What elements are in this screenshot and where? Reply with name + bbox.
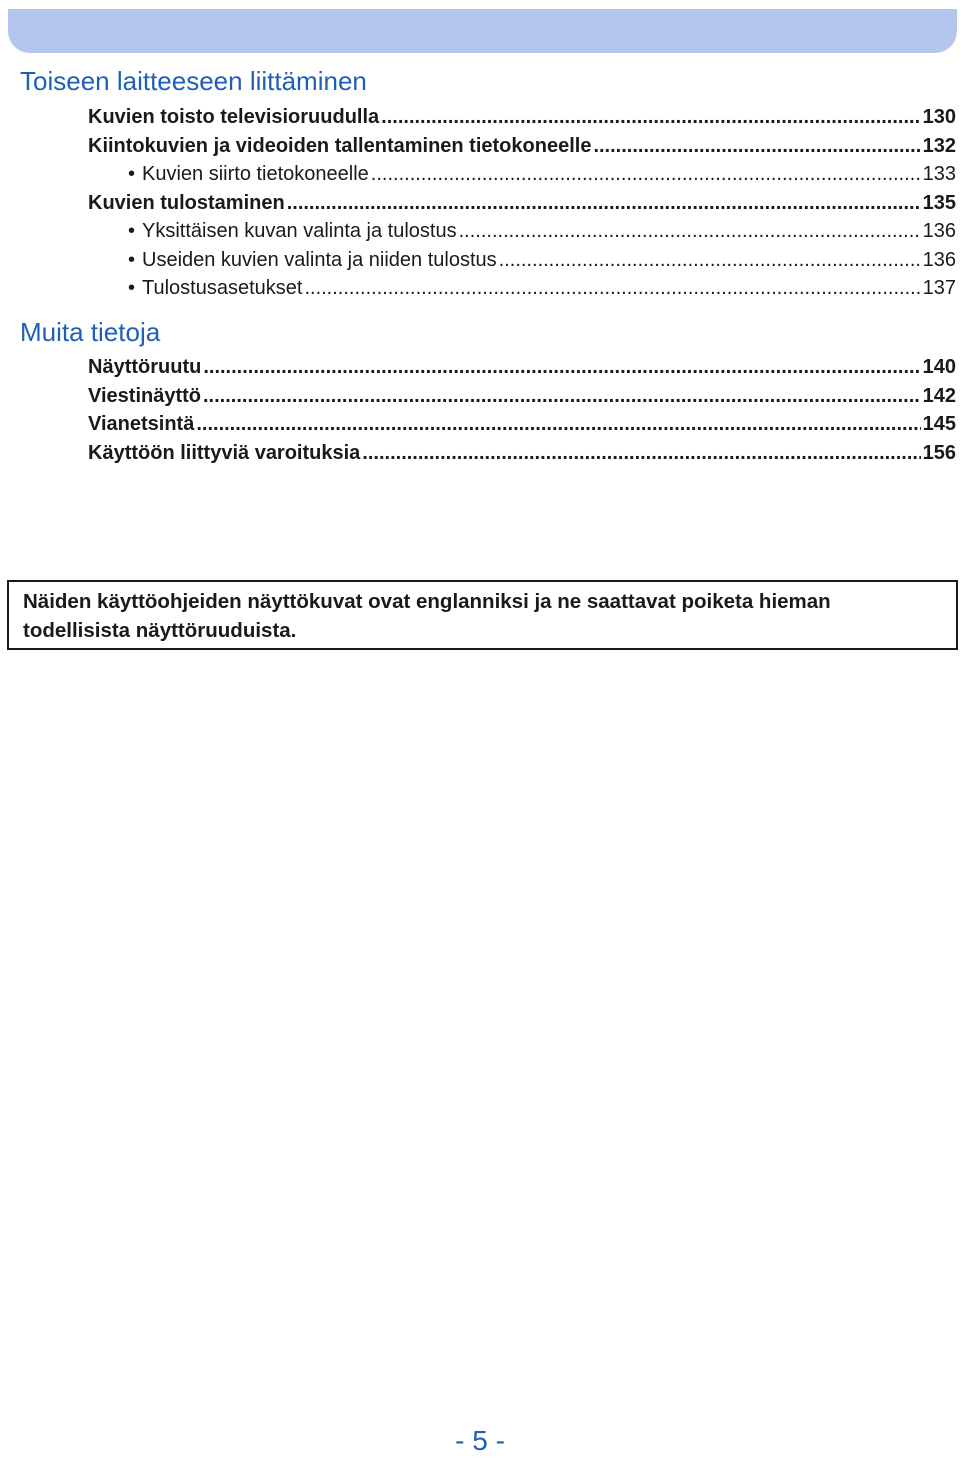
toc-entry-page: 145 bbox=[922, 413, 956, 435]
bullet-glyph: • bbox=[128, 277, 136, 299]
toc-entry-page: 135 bbox=[922, 191, 956, 214]
section-heading-muita-tietoja: Muita tietoja bbox=[20, 317, 161, 347]
header-band bbox=[8, 9, 957, 53]
dot-leader bbox=[203, 353, 920, 382]
toc-entry-page: 132 bbox=[922, 134, 956, 157]
toc-entry-label: Vianetsintä bbox=[88, 413, 195, 435]
dot-leader bbox=[196, 410, 920, 439]
toc-entry[interactable] bbox=[0, 189, 960, 218]
toc-entry[interactable] bbox=[0, 410, 960, 439]
bullet-glyph: • bbox=[128, 220, 136, 242]
toc-list-section-1 bbox=[0, 103, 960, 303]
toc-subentry[interactable] bbox=[0, 246, 960, 275]
notice-text: Näiden käyttöohjeiden näyttökuvat ovat englanniksi ja ne saattavat poiketa hieman todellisista näyttöruuduista. bbox=[23, 590, 831, 642]
dot-leader bbox=[362, 439, 920, 468]
toc-subentry[interactable] bbox=[0, 274, 960, 303]
toc-entry[interactable] bbox=[0, 382, 960, 411]
toc-entry-page: 136 bbox=[922, 248, 956, 271]
dot-leader bbox=[381, 103, 920, 132]
toc-entry-label: Näyttöruutu bbox=[88, 356, 202, 378]
toc-entry[interactable] bbox=[0, 132, 960, 161]
toc-entry-page: 133 bbox=[922, 163, 956, 185]
toc-entry-page: 140 bbox=[922, 356, 956, 378]
dot-leader bbox=[371, 160, 921, 189]
toc-entry-label: Tulostusasetukset bbox=[142, 277, 303, 299]
toc-entry-label: Yksittäisen kuvan valinta ja tulostus bbox=[142, 220, 457, 242]
section-heading-toiseen-laitteeseen: Toiseen laitteeseen liittäminen bbox=[20, 66, 367, 96]
dot-leader bbox=[593, 132, 920, 161]
toc-subentry[interactable] bbox=[0, 217, 960, 246]
dot-leader bbox=[459, 217, 921, 246]
toc-entry-page: 156 bbox=[922, 441, 956, 464]
notice-box bbox=[7, 580, 958, 650]
toc-entry-label: Viestinäyttö bbox=[88, 384, 201, 407]
dot-leader bbox=[499, 246, 921, 275]
dot-leader bbox=[287, 189, 921, 218]
toc-entry-label: Kuvien siirto tietokoneelle bbox=[142, 163, 369, 185]
dot-leader bbox=[304, 274, 920, 303]
bullet-glyph: • bbox=[128, 248, 136, 271]
toc-subentry[interactable] bbox=[0, 160, 960, 189]
page-number: - 5 - bbox=[455, 1425, 505, 1456]
toc-list-section-2 bbox=[0, 353, 960, 467]
toc-entry[interactable] bbox=[0, 103, 960, 132]
toc-entry-label: Kuvien tulostaminen bbox=[88, 191, 285, 214]
toc-entry-label: Käyttöön liittyviä varoituksia bbox=[88, 441, 361, 464]
toc-entry-label: Kuvien toisto televisioruudulla bbox=[88, 106, 380, 128]
toc-entry-label: Kiintokuvien ja videoiden tallentaminen tietokoneelle bbox=[88, 134, 592, 157]
toc-entry-page: 137 bbox=[922, 277, 956, 299]
toc-entry[interactable] bbox=[0, 353, 960, 382]
toc-entry-page: 142 bbox=[922, 384, 956, 407]
bullet-glyph: • bbox=[128, 163, 136, 185]
dot-leader bbox=[203, 382, 921, 411]
toc-entry[interactable] bbox=[0, 439, 960, 468]
toc-entry-page: 136 bbox=[922, 220, 956, 242]
toc-entry-label: Useiden kuvien valinta ja niiden tulostus bbox=[142, 248, 497, 271]
toc-entry-page: 130 bbox=[922, 106, 956, 128]
